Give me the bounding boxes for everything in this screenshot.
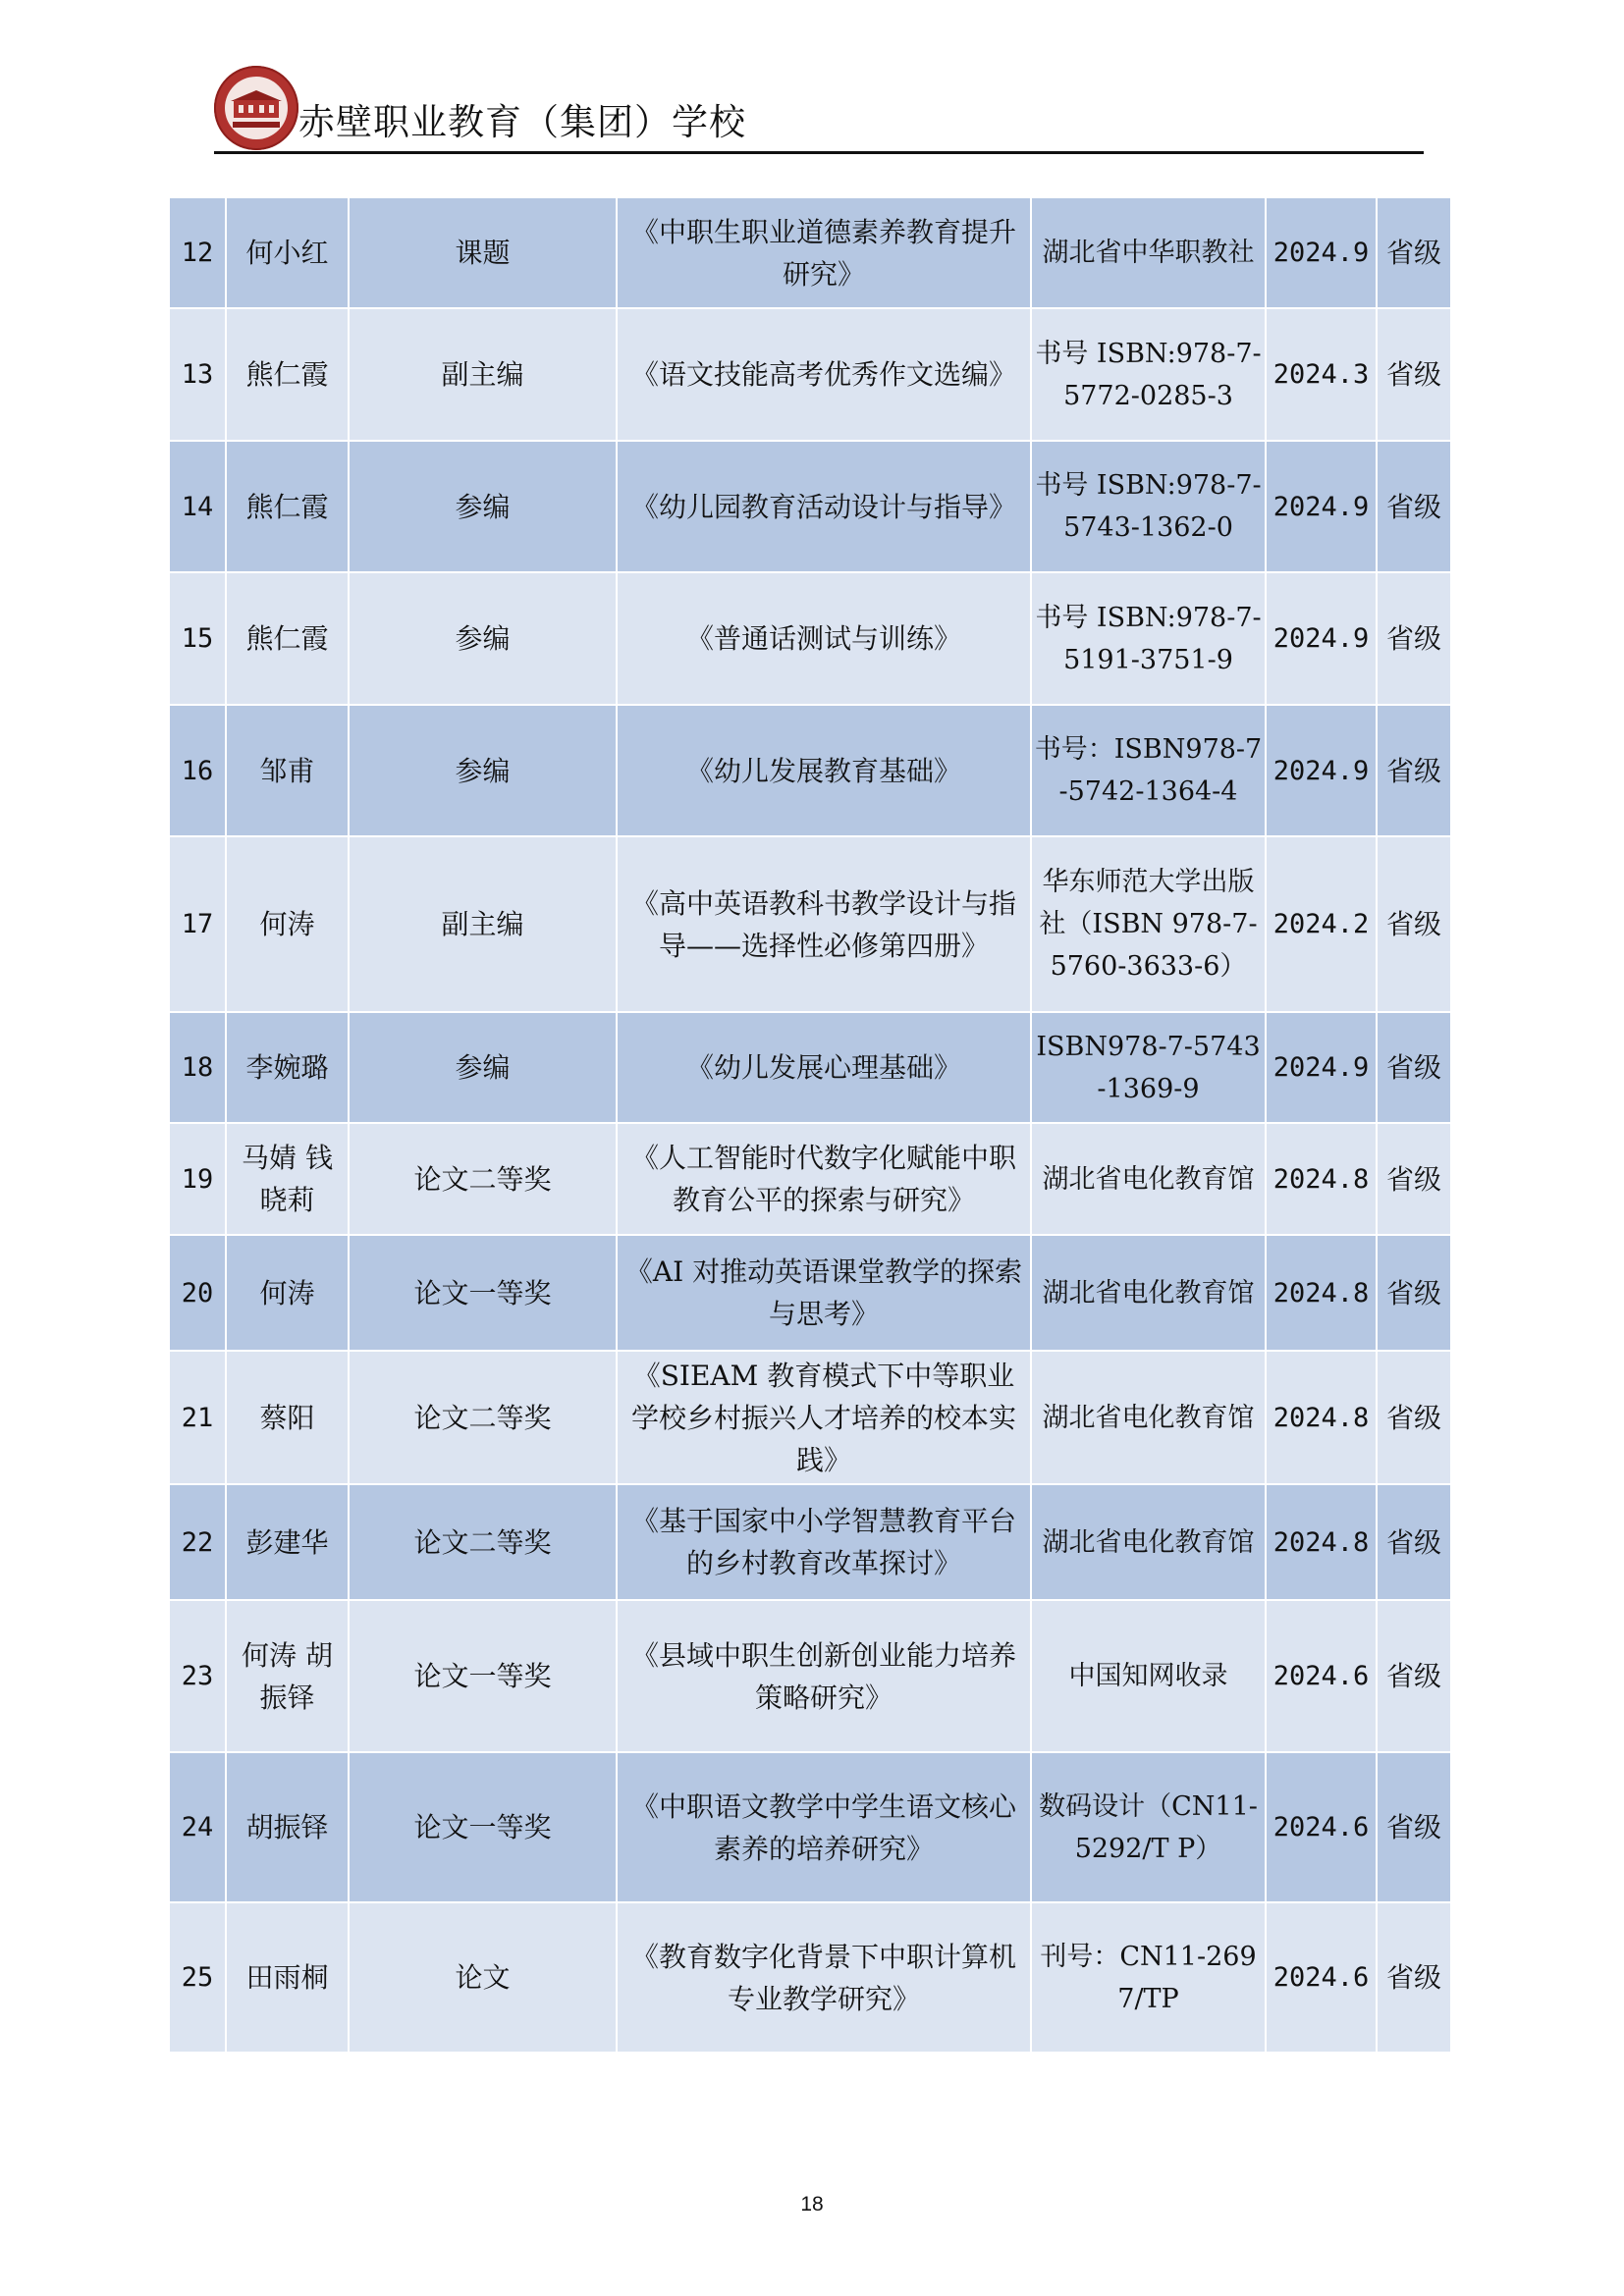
publisher-info: 书号 ISBN:978-7-5191-3751-9 [1031,572,1266,705]
work-title: 《人工智能时代数字化赋能中职教育公平的探索与研究》 [617,1123,1031,1235]
publisher-info: 湖北省电化教育馆 [1031,1484,1266,1600]
work-title: 《SIEAM 教育模式下中等职业学校乡村振兴人才培养的校本实践》 [617,1351,1031,1484]
award-level: 省级 [1377,705,1451,836]
publish-date: 2024.8 [1266,1123,1377,1235]
award-level: 省级 [1377,441,1451,572]
publisher-info: 刊号：CN11-2697/TP [1031,1902,1266,2053]
row-number: 23 [169,1600,226,1752]
logo-window-shape [239,105,244,113]
author-name: 何小红 [226,197,349,308]
row-number: 24 [169,1752,226,1902]
row-number: 19 [169,1123,226,1235]
publish-date: 2024.2 [1266,836,1377,1012]
work-title: 《幼儿发展心理基础》 [617,1012,1031,1123]
publish-date: 2024.6 [1266,1600,1377,1752]
publisher-info: 书号 ISBN:978-7-5772-0285-3 [1031,308,1266,441]
author-name: 田雨桐 [226,1902,349,2053]
row-number: 22 [169,1484,226,1600]
table-row [169,1012,1451,1123]
award-level: 省级 [1377,1123,1451,1235]
achievement-type: 副主编 [349,836,617,1012]
publish-date: 2024.8 [1266,1351,1377,1484]
table-row [169,197,1451,308]
achievement-type: 参编 [349,441,617,572]
work-title: 《教育数字化背景下中职计算机专业教学研究》 [617,1902,1031,2053]
logo-emblem [225,77,288,139]
achievement-type: 论文 [349,1902,617,2053]
publisher-info: ISBN978-7-5743-1369-9 [1031,1012,1266,1123]
publisher-info: 书号 ISBN:978-7-5743-1362-0 [1031,441,1266,572]
table-row [169,1351,1451,1484]
award-level: 省级 [1377,836,1451,1012]
work-title: 《中职语文教学中学生语文核心素养的培养研究》 [617,1752,1031,1902]
achievement-type: 参编 [349,705,617,836]
publisher-info: 湖北省中华职教社 [1031,197,1266,308]
publish-date: 2024.8 [1266,1235,1377,1351]
author-name: 邹甫 [226,705,349,836]
page-header [214,61,1424,155]
author-name: 马婧 钱晓莉 [226,1123,349,1235]
publisher-info: 书号：ISBN978-7-5742-1364-4 [1031,705,1266,836]
table-row [169,308,1451,441]
author-name: 李婉璐 [226,1012,349,1123]
table-row [169,1235,1451,1351]
row-number: 21 [169,1351,226,1484]
table-row [169,1600,1451,1752]
work-title: 《语文技能高考优秀作文选编》 [617,308,1031,441]
publisher-info: 湖北省电化教育馆 [1031,1351,1266,1484]
author-name: 何涛 胡振铎 [226,1600,349,1752]
page-number: 18 [800,2193,824,2216]
achievement-type: 论文一等奖 [349,1600,617,1752]
school-name: 赤壁职业教育（集团）学校 [298,101,746,143]
publish-date: 2024.6 [1266,1902,1377,2053]
author-name: 熊仁霞 [226,441,349,572]
publish-date: 2024.9 [1266,705,1377,836]
row-number: 17 [169,836,226,1012]
publisher-info: 湖北省电化教育馆 [1031,1123,1266,1235]
author-name: 蔡阳 [226,1351,349,1484]
work-title: 《中职生职业道德素养教育提升研究》 [617,197,1031,308]
publish-date: 2024.6 [1266,1752,1377,1902]
logo-window-shape [248,105,253,113]
table-row [169,441,1451,572]
achievement-type: 论文一等奖 [349,1752,617,1902]
award-level: 省级 [1377,308,1451,441]
row-number: 20 [169,1235,226,1351]
achievement-type: 论文一等奖 [349,1235,617,1351]
award-level: 省级 [1377,1012,1451,1123]
achievement-type: 课题 [349,197,617,308]
table-body [169,197,1451,2053]
work-title: 《普通话测试与训练》 [617,572,1031,705]
table-row [169,572,1451,705]
publish-date: 2024.9 [1266,572,1377,705]
award-level: 省级 [1377,1600,1451,1752]
table-row [169,705,1451,836]
logo-banner-shape [233,122,280,128]
publish-date: 2024.9 [1266,197,1377,308]
table-row [169,1902,1451,2053]
award-level: 省级 [1377,1752,1451,1902]
award-level: 省级 [1377,1484,1451,1600]
table-row [169,1752,1451,1902]
table-row [169,1123,1451,1235]
achievement-type: 论文二等奖 [349,1351,617,1484]
work-title: 《县域中职生创新创业能力培养策略研究》 [617,1600,1031,1752]
school-logo [214,66,298,150]
row-number: 13 [169,308,226,441]
publisher-info: 数码设计（CN11-5292/T P） [1031,1752,1266,1902]
publish-date: 2024.9 [1266,1012,1377,1123]
work-title: 《幼儿园教育活动设计与指导》 [617,441,1031,572]
achievement-type: 参编 [349,572,617,705]
work-title: 《幼儿发展教育基础》 [617,705,1031,836]
row-number: 12 [169,197,226,308]
author-name: 熊仁霞 [226,572,349,705]
publisher-info: 华东师范大学出版社（ISBN 978-7-5760-3633-6） [1031,836,1266,1012]
achievement-type: 副主编 [349,308,617,441]
table-row [169,836,1451,1012]
row-number: 18 [169,1012,226,1123]
award-level: 省级 [1377,1351,1451,1484]
publish-date: 2024.8 [1266,1484,1377,1600]
author-name: 何涛 [226,836,349,1012]
logo-window-shape [269,105,274,113]
work-title: 《基于国家中小学智慧教育平台的乡村教育改革探讨》 [617,1484,1031,1600]
award-level: 省级 [1377,1235,1451,1351]
award-level: 省级 [1377,1902,1451,2053]
achievement-type: 论文二等奖 [349,1484,617,1600]
logo-window-shape [259,105,264,113]
author-name: 何涛 [226,1235,349,1351]
achievement-type: 参编 [349,1012,617,1123]
row-number: 25 [169,1902,226,2053]
table-row [169,1484,1451,1600]
row-number: 16 [169,705,226,836]
author-name: 熊仁霞 [226,308,349,441]
achievements-table [168,196,1452,2054]
publish-date: 2024.9 [1266,441,1377,572]
achievement-type: 论文二等奖 [349,1123,617,1235]
author-name: 胡振铎 [226,1752,349,1902]
work-title: 《AI 对推动英语课堂教学的探索与思考》 [617,1235,1031,1351]
award-level: 省级 [1377,197,1451,308]
publisher-info: 湖北省电化教育馆 [1031,1235,1266,1351]
header-rule [214,151,1424,154]
author-name: 彭建华 [226,1484,349,1600]
row-number: 14 [169,441,226,572]
publish-date: 2024.3 [1266,308,1377,441]
work-title: 《高中英语教科书教学设计与指导——选择性必修第四册》 [617,836,1031,1012]
award-level: 省级 [1377,572,1451,705]
publisher-info: 中国知网收录 [1031,1600,1266,1752]
row-number: 15 [169,572,226,705]
